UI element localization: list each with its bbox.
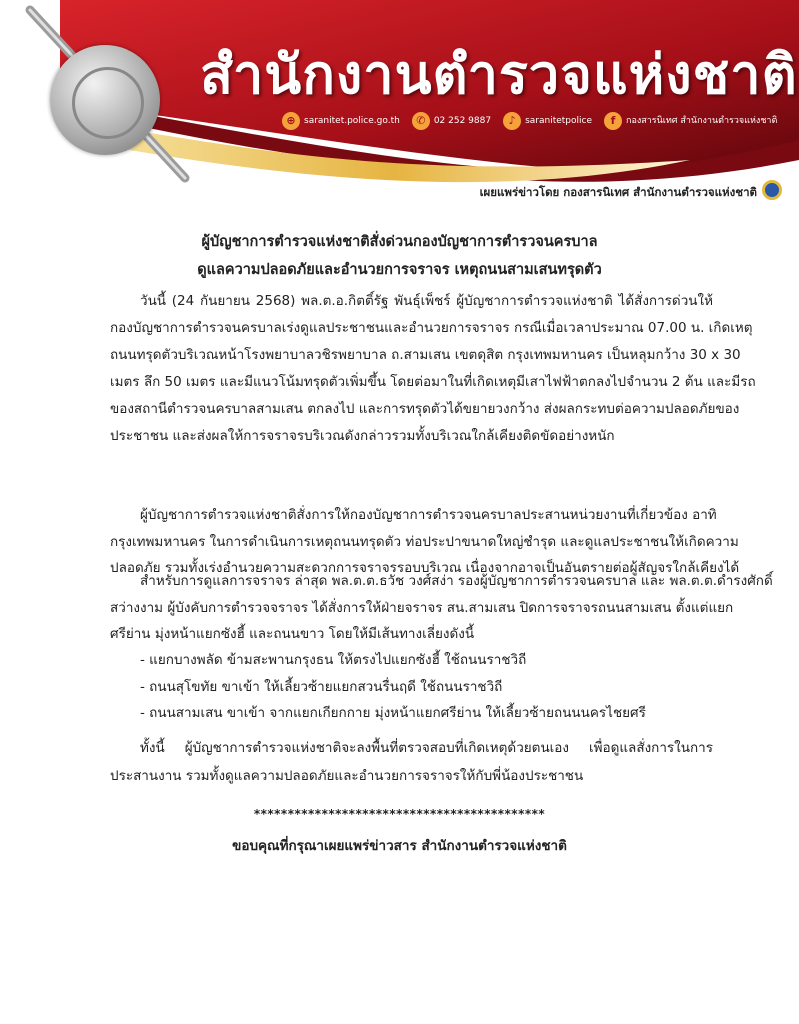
contact-text: saranitet.police.go.th	[304, 116, 400, 126]
facebook-icon: f	[604, 112, 622, 130]
paragraph-4-line: ทั้งนี้ ผู้บัญชาการตำรวจแห่งชาติจะลงพื้นที่ตรวจสอบที่เกิดเหตุด้วยตนเอง เพื่อดูแลสั่งการในการ	[140, 740, 713, 756]
attribution-line: เผยแพร่ข่าวโดย กองสารนิเทศ สำนักงานตำรวจแห่งชาติ	[479, 185, 757, 199]
closing-line: ขอบคุณที่กรุณาเผยแพร่ข่าวสาร สำนักงานตำรวจแห่งชาติ	[232, 838, 567, 854]
paragraph-1-line: ถนนทรุดตัวบริเวณหน้าโรงพยาบาลวชิรพยาบาล ถ.สามเสน เขตดุสิต กรุงเทพมหานคร เป็นหลุมกว้าง 30 x 30	[110, 347, 741, 363]
paragraph-2-line: ผู้บัญชาการตำรวจแห่งชาติสั่งการให้กองบัญชาการตำรวจนครบาลประสานหน่วยงานที่เกี่ยวข้อง อาทิ	[140, 507, 717, 523]
paragraph-2-line: ปลอดภัย รวมทั้งเร่งอำนวยความสะดวกการจราจรรอบบริเวณ เนื่องจากอาจเป็นอันตรายต่อผู้สัญจรใกล้เคียงได้	[110, 560, 740, 576]
globe-icon: ⊕	[282, 112, 300, 130]
contact-row	[282, 112, 777, 130]
contact-phone[interactable]	[412, 112, 491, 130]
contact-text: 02 252 9887	[433, 116, 492, 126]
paragraph-3-line: สว่างงาม ผู้บังคับการตำรวจจราจร ได้สั่งการให้ฝ่ายจราจร สน.สามเสน ปิดการจราจรถนนสามเสน ตั้งแต่แยก	[110, 599, 734, 616]
paragraph-3-line: สำหรับการดูแลการจราจร ล่าสุด พล.ต.ต.ธวัช วงศ์สง่า รองผู้บัญชาการตำรวจนครบาล และ พล.ต.ต.ดำรงศักดิ์	[140, 573, 773, 589]
detour-route: - ถนนสุโขทัย ขาเข้า ให้เลี้ยวซ้ายแยกสวนรื่นฤดี ใช้ถนนราชวิถี	[140, 679, 503, 695]
phone-icon: ✆	[412, 112, 430, 130]
letterhead-banner	[0, 0, 799, 180]
tiktok-icon: ♪	[503, 112, 521, 130]
document-title-line-2: ดูแลความปลอดภัยและอำนวยการจราจร เหตุถนนสามเสนทรุดตัว	[197, 262, 602, 278]
detour-route: - ถนนสามเสน ขาเข้า จากแยกเกียกกาย มุ่งหน้าแยกศรีย่าน ให้เลี้ยวซ้ายถนนนครไชยศรี	[140, 705, 646, 721]
separator: *******************************************	[253, 807, 546, 821]
contact-text: กองสารนิเทศ สำนักงานตำรวจแห่งชาติ	[626, 116, 778, 126]
paragraph-1-line: ประชาชน และส่งผลให้การจราจรบริเวณดังกล่าวรวมทั้งบริเวณใกล้เคียงติดขัดอย่างหนัก	[110, 428, 615, 444]
paragraph-3-line: ศรีย่าน มุ่งหน้าแยกซังฮี้ และถนนขาว โดยให้มีเส้นทางเลี่ยงดังนี้	[110, 626, 475, 642]
paragraph-1-line: เมตร ลึก 50 เมตร และมีแนวโน้มทรุดตัวเพิ่มขึ้น โดยต่อมาในที่เกิดเหตุมีเสาไฟฟ้าตกลงไปจำนวน 2 ต้น และมีรถ	[110, 374, 756, 390]
paragraph-2-line: กรุงเทพมหานคร ในการดำเนินการเหตุถนนทรุดตัว ท่อประปาขนาดใหญ่ชำรุด และดูแลประชาชนให้เกิดความ	[110, 533, 739, 550]
document-title-line-1: ผู้บัญชาการตำรวจแห่งชาติสั่งด่วนกองบัญชาการตำรวจนครบาล	[201, 234, 598, 250]
contact-facebook[interactable]	[604, 112, 777, 130]
detour-route: - แยกบางพลัด ข้ามสะพานกรุงธน ให้ตรงไปแยกซังฮี้ ใช้ถนนราชวิถี	[140, 652, 527, 668]
contact-tiktok[interactable]	[503, 112, 592, 130]
agency-title: สำนักงานตำรวจแห่งชาติ	[200, 43, 798, 106]
paragraph-1-line: กองบัญชาการตำรวจนครบาลเร่งดูแลประชาชนและอำนวยการจราจร กรณีเมื่อเวลาประมาณ 07.00 น. เกิดเหตุ	[110, 320, 753, 336]
police-seal-logo	[50, 45, 160, 155]
paragraph-1-line: วันนี้ (24 กันยายน 2568) พล.ต.อ.กิตติ์รัฐ พันธุ์เพ็ชร์ ผู้บัญชาการตำรวจแห่งชาติ ได้สั่งการด่วนให้	[140, 293, 713, 309]
paragraph-4-line: ประสานงาน รวมทั้งดูแลความปลอดภัยและอำนวยการจราจรให้กับพี่น้องประชาชน	[110, 767, 584, 784]
paragraph-1-line: ของสถานีตำรวจนครบาลสามเสน ตกลงไป และการทรุดตัวได้ขยายวงกว้าง ส่งผลกระทบต่อความปลอดภัยของ	[110, 401, 740, 417]
contact-text: saranitetpolice	[525, 116, 593, 126]
contact-website[interactable]	[282, 112, 400, 130]
police-badge-icon	[762, 180, 782, 200]
